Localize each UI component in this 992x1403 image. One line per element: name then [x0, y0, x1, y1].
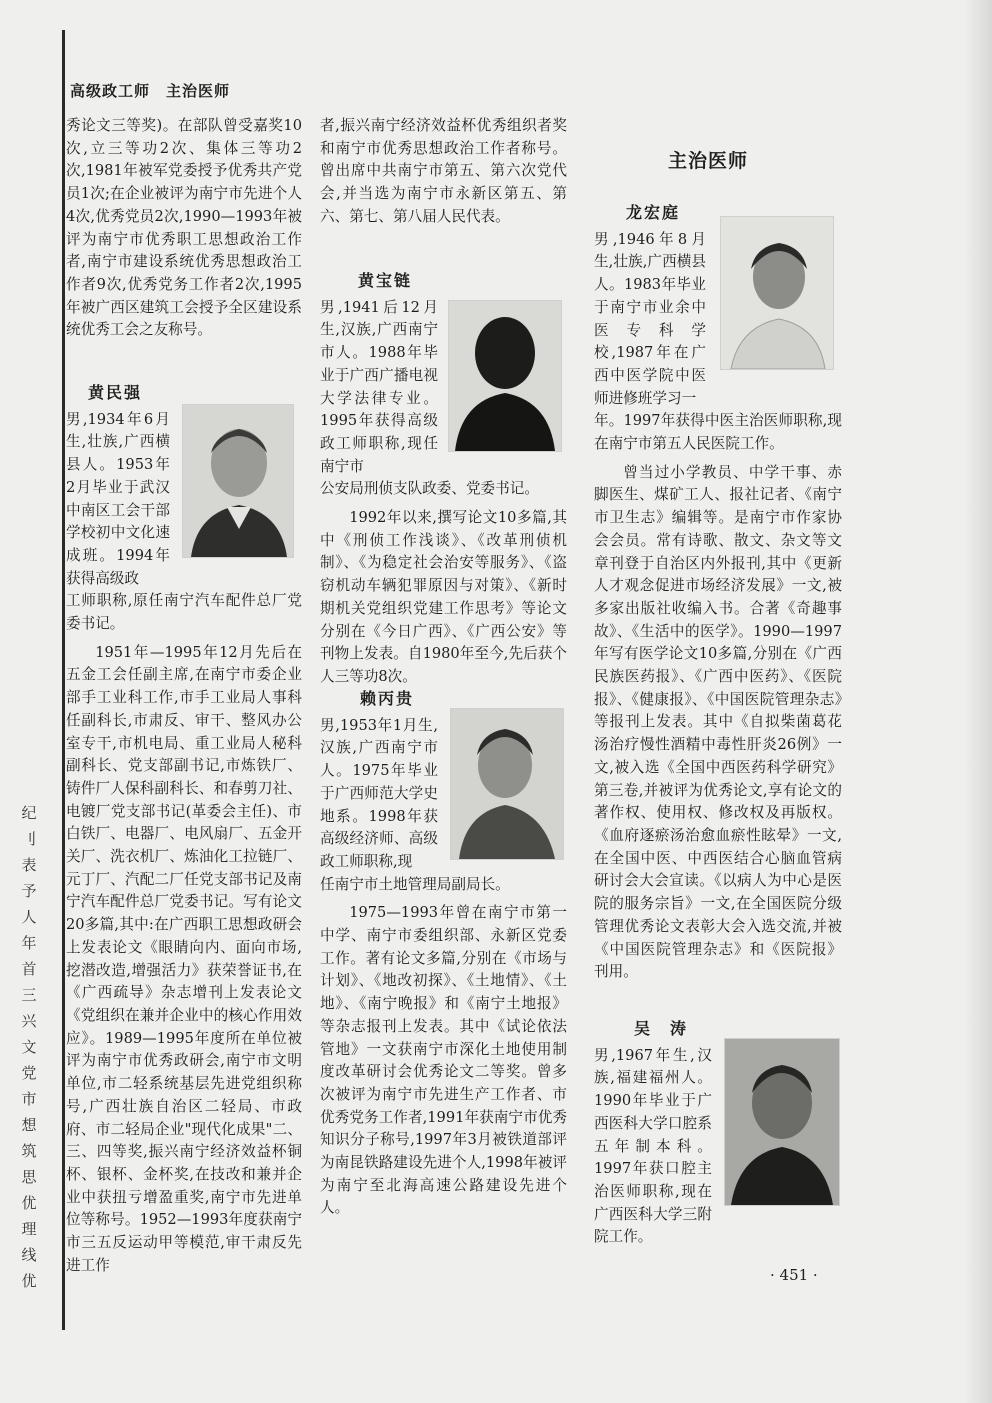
bleed-through-text: 纪刂表予人年首三兴文党市想筑思优理线优: [21, 804, 37, 1290]
person-intro: 男,1967年生,汉族,福建福州人。1990年毕业于广西医科大学口腔系五年制本科。1997年获口腔主治医师职称,现在广西医科大学三附院工作。: [594, 1046, 712, 1246]
binding-line: [62, 30, 65, 1330]
person-intro: 男,1946年8月生,壮族,广西横县人。1983年毕业于南宁市业余中医专科学校,1987年在广西中医学院中医师进修班学习一: [594, 230, 706, 407]
portrait-photo: [448, 300, 562, 452]
person-intro-tail: 年。1997年获得中医主治医师职称,现在南宁市第五人民医院工作。: [594, 412, 842, 453]
person-name: 吴 涛: [634, 1019, 689, 1038]
person-intro-tail: 任南宁市土地管理局副局长。: [320, 875, 510, 893]
person-bio: 1975—1993年曾在南宁市第一中学、南宁市委组织部、永新区党委工作。著有论文多篇,分别在《市场与计划》、《地改初探》、《土地情》、《土地》、《南宁晚报》和《南宁土地报》等杂志报刊上发表。其中《试论依法管地》一文获南宁市深化土地使用制度改革研讨会优秀论文二等奖。曾多次被评为南宁市先进生产工作者、市优秀党务工作者,1991年获南宁市优秀知识分子称号,1997年3月被铁道部评为南昆铁路建设先进个人,1998年被评为南宁至北海高速公路建设先进个人。: [320, 904, 567, 1217]
page-number: · 451 ·: [770, 1266, 818, 1284]
portrait-photo: [450, 708, 564, 860]
person-name: 赖丙贵: [360, 689, 415, 708]
person-intro: 男,1934年6月生,壮族,广西横县人。1953年2月毕业于武汉中南区工会干部学校初中文化速成班。1994年获得高级政: [66, 410, 170, 587]
continued-text: 秀论文三等奖)。在部队曾受嘉奖10次,立三等功2次、集体三等功2次,1981年被军党委授予优秀共产党员1次;在企业被评为南宁市先进个人4次,优秀党员2次,1990—1993年被评为南宁市优秀职工思想政治工作者,南宁市建设系统优秀思想政治工作者9次,优秀党务工作者2次,1995年被广西区建筑工会授予全区建设系统优秀工会之友称号。: [66, 117, 302, 339]
person-bio: 曾当过小学教员、中学干事、赤脚医生、煤矿工人、报社记者、《南宁市卫生志》编辑等。是南宁市作家协会会员。常有诗歌、散文、杂文等文章刊登于自治区内外报刊,其中《更新人才观念促进市场经济发展》一文,被多家出版社收编入书。合著《奇趣事故》、《生活中的医学》。1990—1997年写有医学论文10多篇,分别在《广西民族医药报》、《广西中医药》、《医院报》、《健康报》、《中国医院管理杂志》等报刊上发表。其中《自拟柴菌葛花汤治疗慢性酒精中毒性肝炎26例》一文,被入选《全国中西医药科学研究》第三卷,并被评为优秀论文,享有论文的著作权、使用权、修改权及再版权。《血府逐瘀汤治愈血瘀性眩晕》一文,在全国中医、中西医结合心脑血管病研讨会大会宣读。《以病人为中心是医院的服务宗旨》一文,在全国医院分级管理优秀论文表彰大会入选交流,并被《中国医院管理杂志》和《医院报》刊用。: [594, 463, 842, 981]
section-title: 主治医师: [668, 150, 749, 172]
portrait-photo: [720, 216, 834, 370]
running-header: 高级政工师 主治医师: [70, 82, 231, 100]
person-name: 黄宝链: [358, 271, 413, 290]
column-1: [66, 115, 302, 342]
person-name: 黄民强: [88, 383, 143, 402]
person-bio: 1992年以来,撰写论文10多篇,其中《刑侦工作浅谈》、《改革刑侦机制》、《为稳定社会治安等服务》、《盗窃机动车辆犯罪原因与对策》、《新时期机关党组织党建工作思考》等论文分别在《今日广西》、《广西公安》等刊物上发表。自1980年至今,先后获个人三等功8次。: [320, 509, 567, 685]
portrait-photo: [724, 1038, 840, 1206]
person-intro-tail: 公安局刑侦支队政委、党委书记。: [320, 480, 539, 498]
person-name: 龙宏庭: [626, 203, 681, 222]
right-page-edge: [964, 0, 992, 1403]
continued-text-2: 者,振兴南宁经济效益杯优秀组织者奖和南宁市优秀思想政治工作者称号。曾出席中共南宁市第五、第六次党代会,并当选为南宁市永新区第五、第六、第七、第八届人民代表。: [320, 117, 567, 225]
person-intro: 男,1953年1月生,汉族,广西南宁市人。1975年毕业于广西师范大学史地系。1998年获高级经济师、高级政工师职称,现: [320, 716, 438, 870]
portrait-photo: [182, 404, 294, 558]
person-intro: 男,1941后12月生,汉族,广西南宁市人。1988年毕业于广西广播电视大学法律专业。1995年获得高级政工师职称,现任南宁市: [320, 298, 438, 475]
column-2: [320, 115, 567, 229]
person-intro-tail: 工师职称,原任南宁汽车配件总厂党委书记。: [66, 592, 302, 633]
person-bio: 1951年—1995年12月先后在五金工会任副主席,在南宁市委企业部手工业科工作,市手工业局人事科任副科长,市肃反、审干、整风办公室专干,市机电局、重工业局人秘科副科长、党支部副书记,市炼铁厂、铸件厂人保科副科长、和春剪刀社、电镀厂党支部书记(革委会主任)、市白铁厂、电器厂、电风扇厂、五金开关厂、洗衣机厂、炼油化工拉链厂、元丁厂、汽配二厂任党支部书记及南宁汽车配件总厂党委书记。写有论文20多篇,其中:在广西职工思想政研会上发表论文《眼睛向内、面向市场,挖潜改造,增强活力》获荣誉证书,在《广西疏导》杂志增刊上发表论文《党组织在兼并企业中的核心作用效应》。1989—1995年度所在单位被评为南宁市优秀政研会,南宁市文明单位,市二轻系统基层先进党组织称号,广西壮族自治区二轻局、市政府、市二轻局企业"现代化成果"二、三、四等奖,振兴南宁经济效益杯铜杯、银杯、金杯奖,在技改和兼并企业中获扭亏增盈重奖,南宁市先进单位等称号。1952—1993年度获南宁市三五反运动甲等模范,审干肃反先进工作: [66, 643, 302, 1274]
